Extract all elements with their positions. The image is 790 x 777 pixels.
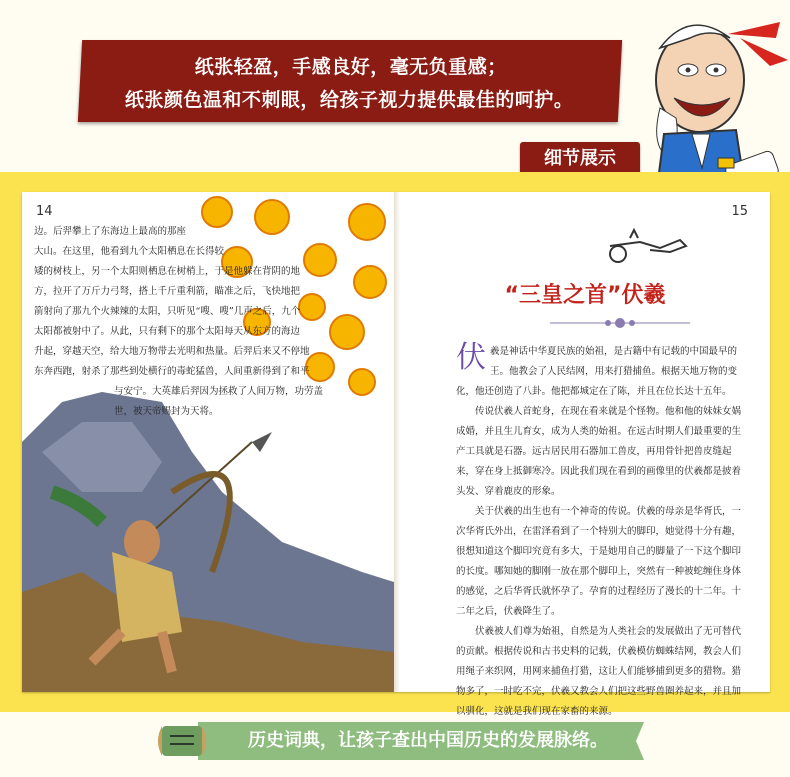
- banner-line-2: 纸张颜色温和不刺眼，给孩子视力提供最佳的呵护。: [124, 89, 574, 111]
- left-page-text: [34, 222, 394, 422]
- top-banner: [78, 40, 622, 122]
- scroll-icon: [158, 726, 206, 756]
- text-line: 方，拉开了万斤力弓弩，搭上千斤重利箭，瞄准之后，飞快地把: [34, 286, 301, 297]
- drop-cap: 伏: [456, 340, 486, 375]
- text-line: 箭射向了那九个火辣辣的太阳，只听见“嗖、嗖”几声之后，九个: [34, 306, 301, 317]
- chariot-icon: [600, 228, 690, 264]
- text-line: 世，被天帝赐封为天将。: [114, 406, 219, 417]
- open-book: [22, 192, 770, 717]
- left-page: [22, 192, 394, 692]
- text-line: 与安宁。大英雄后羿因为拯救了人间万物，功劳盖: [114, 386, 324, 397]
- detail-tag: [520, 142, 640, 176]
- banner-line-1: 纸张轻盈，手感良好，毫无负重感；: [194, 56, 507, 78]
- page-number-left: 14: [36, 204, 53, 219]
- text-line: 升起，穿越天空，给大地万物带去光明和热量。后羿后来又不停地: [34, 346, 310, 357]
- text-line: 太阳都被射中了。从此，只有剩下的那个太阳每天从东方的海边: [34, 326, 301, 337]
- right-page-text: [456, 342, 746, 722]
- paragraph: 伏羲被人们尊为始祖，自然是为人类社会的发展做出了无可替代的贡献。根据传说和古书史料的记载，伏羲模仿蜘蛛结网，教会人们用绳子来织网，用网来捕鱼打猎，这让人们能够捕到更多的猎物。猎物多了，一时吃不完，伏羲又教会人们把这些野兽圈养起来，并且加以驯化，这就是我们现在家畜的来源。: [456, 626, 742, 717]
- bottom-ribbon: [158, 718, 648, 764]
- text-line: 大山。在这里，他看到九个太阳栖息在长得较: [34, 246, 225, 257]
- chapter-title: “三皇之首”伏羲: [504, 283, 666, 308]
- title-ornament-icon: [550, 316, 690, 330]
- detail-tag-label: 细节展示: [544, 148, 616, 169]
- paragraph-text: 羲是神话中华夏民族的始祖，是古籍中有记载的中国最早的王。他教会了人民结网，用来打猎捕鱼。根据天地万物的变化，他还创造了八卦。他把都城定在了陈，并且在位长达十五年。: [456, 346, 738, 397]
- ribbon-caption: 历史词典，让孩子查出中国历史的发展脉络。: [248, 730, 608, 751]
- text-line: 矮的树枝上，另一个太阳则栖息在树梢上，于是他躲在背阴的地: [34, 266, 301, 277]
- page-number-right: 15: [731, 204, 748, 219]
- paragraph: [456, 342, 746, 402]
- paragraph: 关于伏羲的出生也有一个神奇的传说。伏羲的母亲是华胥氏，一次华胥氏外出，在雷泽看到了一个特别大的脚印，她觉得十分有趣，很想知道这个脚印究竟有多大，于是她用自己的脚量了一下这个脚印的长度。哪知她的脚刚一放在那个脚印上，突然有一种被蛇缠住身体的感觉，之后华胥氏就怀孕了。孕育的过程经历了漫长的十二年。十二年之后，伏羲降生了。: [456, 506, 742, 617]
- right-page: [400, 192, 770, 717]
- paragraph: 传说伏羲人首蛇身，在现在看来就是个怪物。他和他的妹妹女娲成婚，并且生儿育女，成为人类的始祖。在远古时期人们最重要的生产工具就是石器。远古居民用石器加工兽皮，再用骨针把兽皮缝起来，穿在身上抵御寒冷。因此我们现在看到的画像里的伏羲都是披着头发、穿着鹿皮的形象。: [456, 406, 742, 497]
- text-line: 边。后羿攀上了东海边上最高的那座: [34, 226, 187, 237]
- text-line: 东奔西跑，射杀了那些到处横行的毒蛇猛兽，人间重新得到了和平: [34, 366, 310, 377]
